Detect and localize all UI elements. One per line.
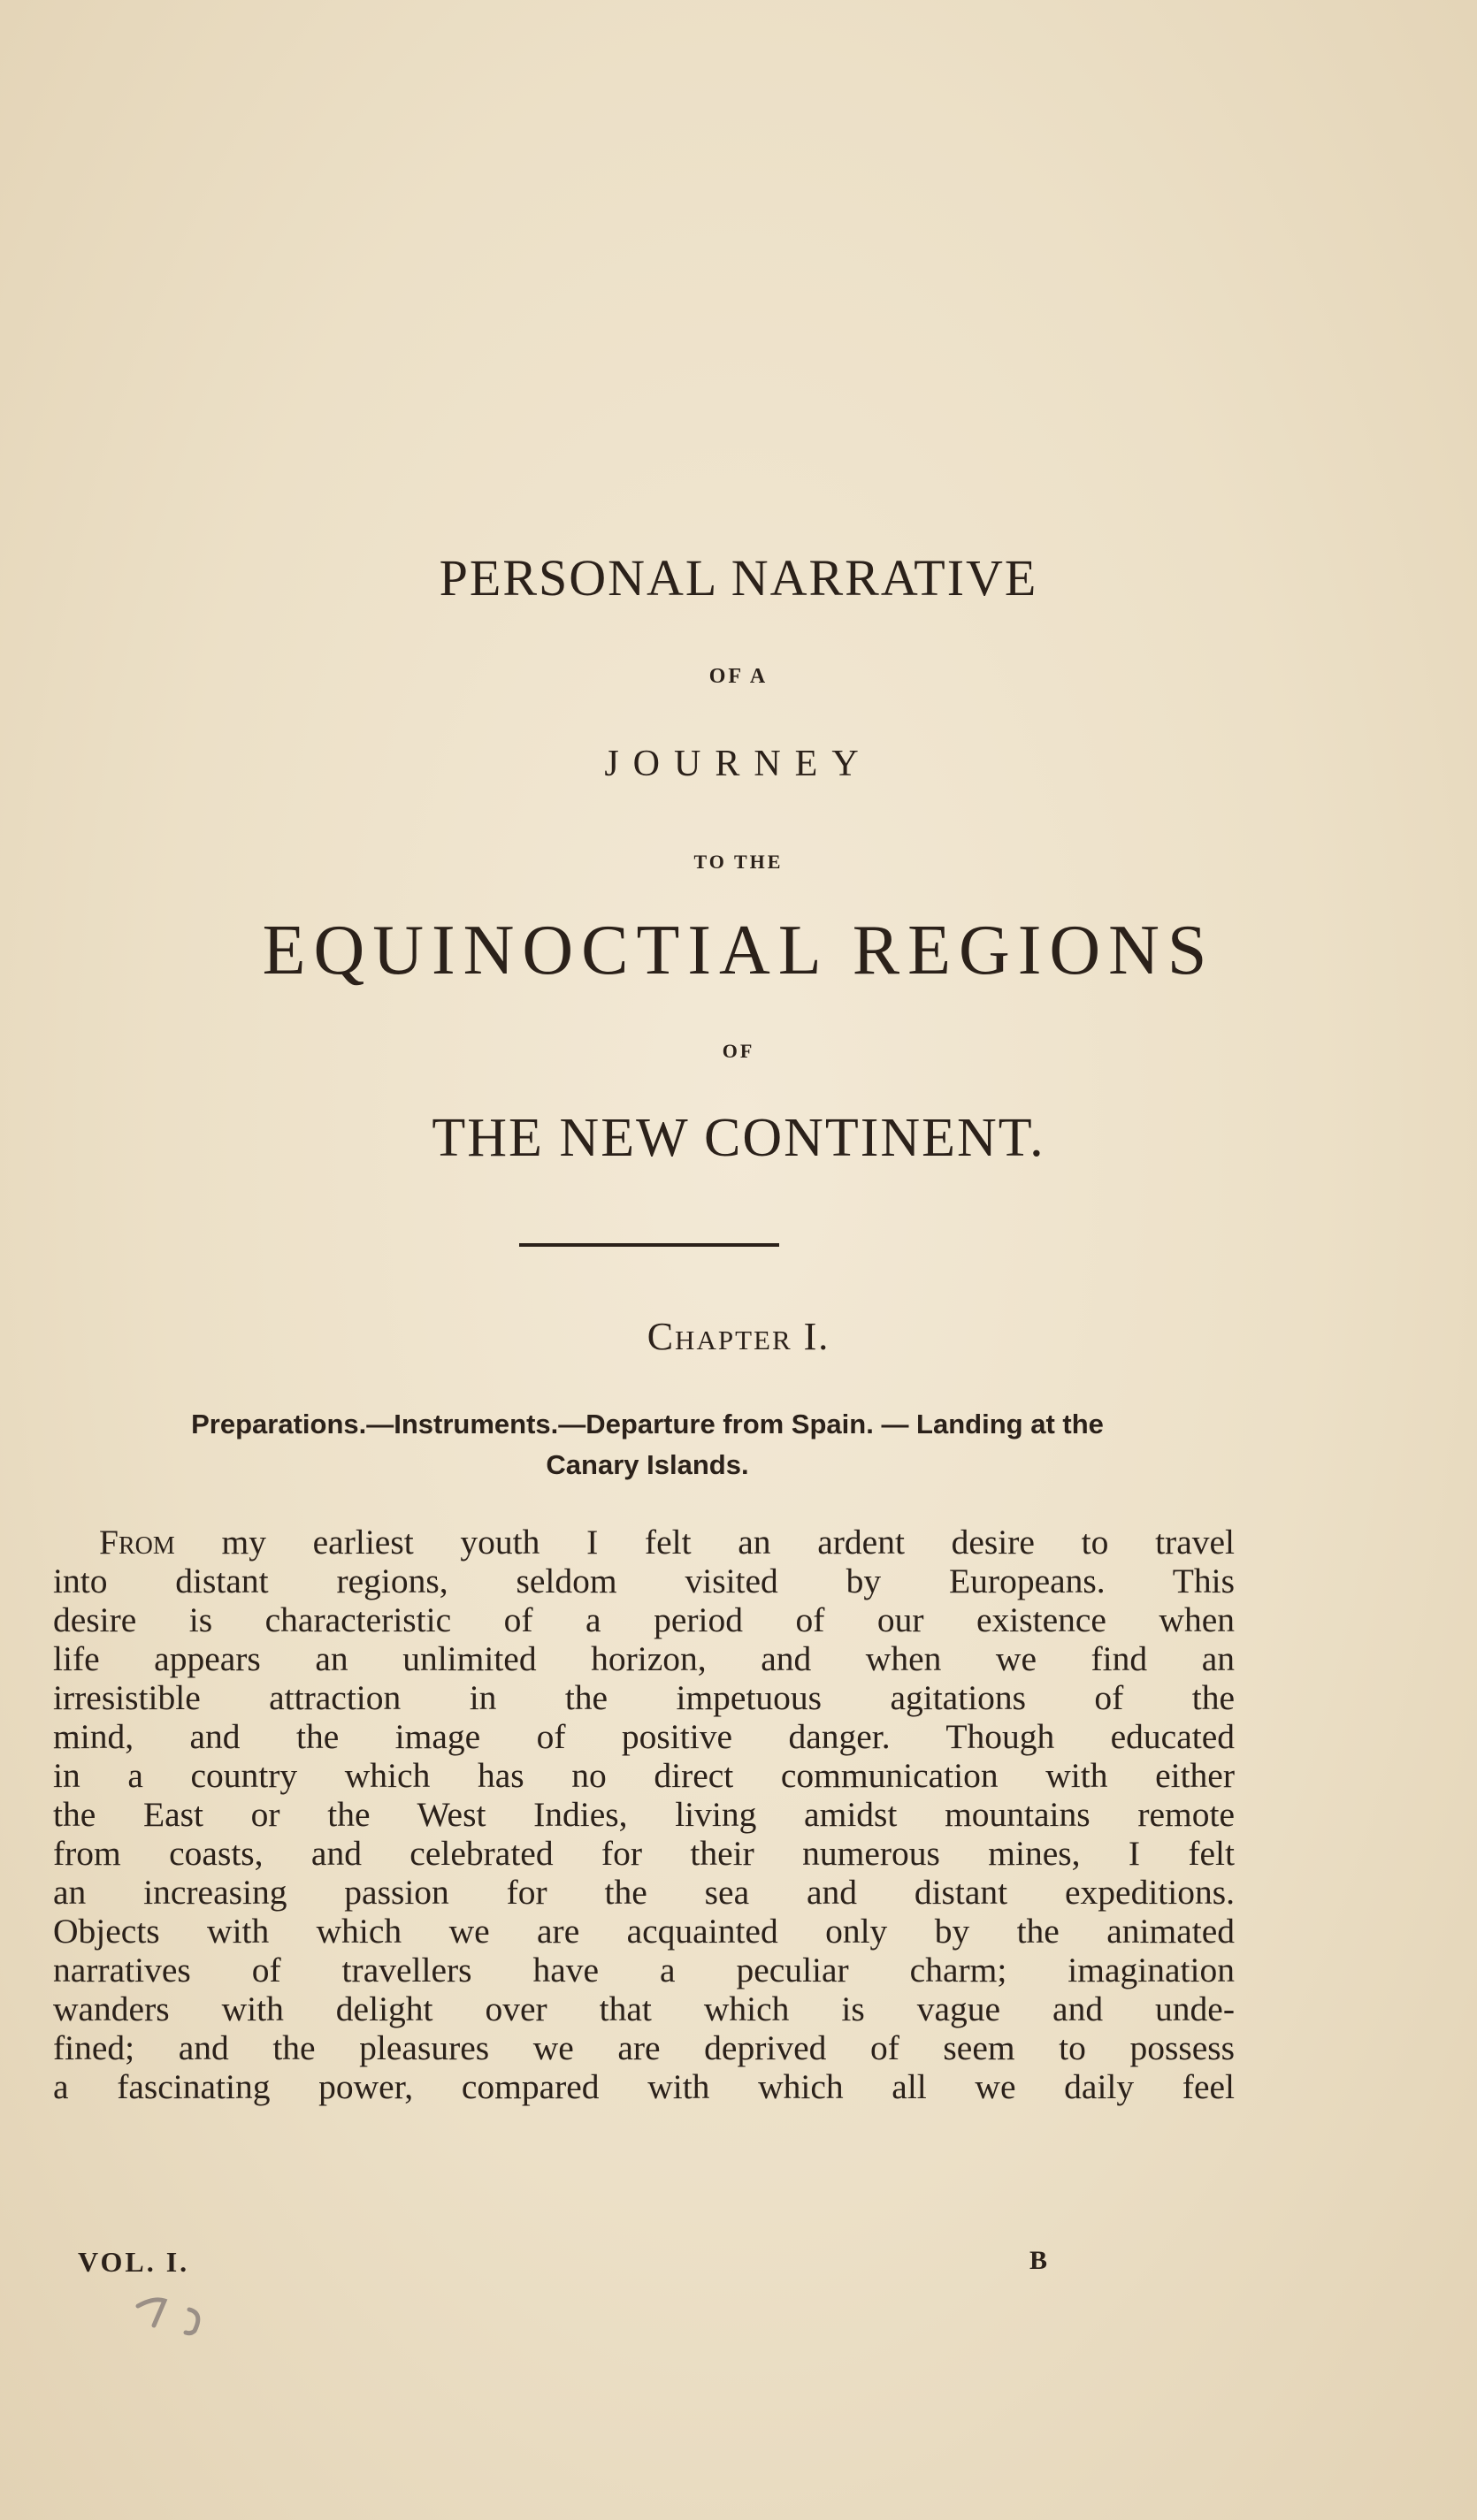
title-line-of: OF [722, 1040, 755, 1062]
chapter-summary-line-1: Preparations.—Instruments.—Departure from Spain. — Landing at the [191, 1409, 1104, 1439]
chapter-heading-text: Chapter I. [647, 1315, 830, 1358]
body-line: an increasing passion for the sea and distant expeditions. [53, 1873, 1235, 1912]
body-paragraph [53, 1523, 1235, 2106]
body-line: narratives of travellers have a peculiar charm; imagination [53, 1951, 1235, 1989]
body-line: irresistible attraction in the impetuous agitations of the [53, 1678, 1235, 1717]
body-line: in a country which has no direct communication with either [53, 1756, 1235, 1795]
body-line: the East or the West Indies, living amidst mountains remote [53, 1795, 1235, 1834]
drop-word: From [99, 1523, 175, 1562]
title-line-to-the: TO THE [693, 851, 784, 873]
body-line: mind, and the image of positive danger. Though educated [53, 1717, 1235, 1756]
body-line: life appears an unlimited horizon, and when we find an [53, 1639, 1235, 1678]
title-line-of-a: OF A [708, 665, 769, 688]
body-line: desire is characteristic of a period of our existence when [53, 1600, 1235, 1639]
body-line: fined; and the pleasures we are deprived of seem to possess [53, 2028, 1235, 2067]
title-divider-rule [519, 1243, 779, 1247]
body-line [53, 1523, 1235, 1562]
body-line: from coasts, and celebrated for their numerous mines, I felt [53, 1834, 1235, 1873]
printer-signature-mark: B [1029, 2246, 1048, 2275]
volume-signature: VOL. I. [78, 2246, 190, 2278]
chapter-summary-line-2: Canary Islands. [546, 1449, 749, 1480]
body-line: wanders with delight over that which is vague and unde- [53, 1989, 1235, 2028]
title-line-personal-narrative: PERSONAL NARRATIVE [439, 549, 1038, 607]
pencil-annotation-mark [133, 2287, 230, 2340]
title-line-new-continent: THE NEW CONTINENT. [432, 1108, 1045, 1168]
body-line: into distant regions, seldom visited by Europeans. This [53, 1562, 1235, 1600]
chapter-heading [0, 1314, 1477, 1359]
body-line: Objects with which we are acquainted only by the animated [53, 1912, 1235, 1951]
title-line-journey: JOURNEY [604, 744, 873, 784]
body-line: a fascinating power, compared with which all we daily feel [53, 2067, 1235, 2106]
body-line-text: my earliest youth I felt an ardent desire to travel [174, 1523, 1235, 1562]
title-line-equinoctial-regions: EQUINOCTIAL REGIONS [262, 912, 1215, 989]
chapter-summary [55, 1404, 1240, 1485]
